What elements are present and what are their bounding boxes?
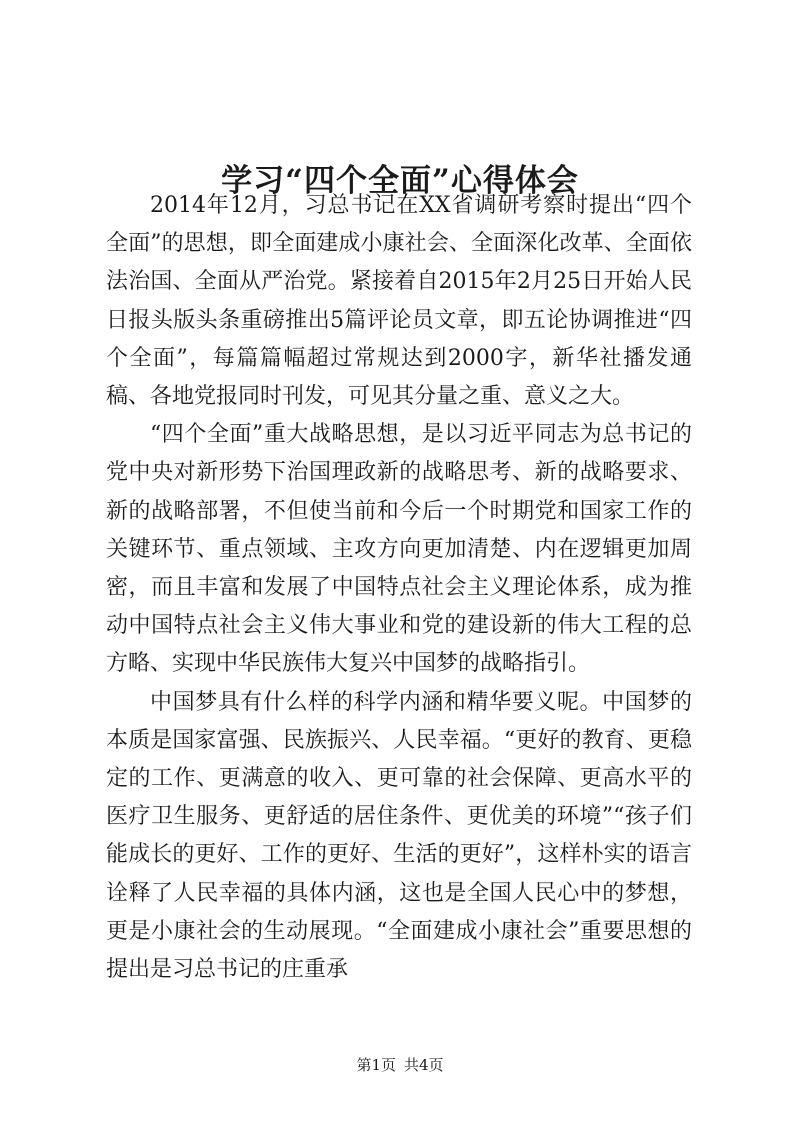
page-total: 共4页 [404, 1056, 444, 1074]
paragraph: 中国梦具有什么样的科学内涵和精华要义呢。中国梦的本质是国家富强、民族振兴、人民幸福。“更好的教育、更稳定的工作、更满意的收入、更可靠的社会保障、更高水平的医疗卫生服务、更舒适的居住条件、更优美的环境”“孩子们能成长的更好、工作的更好、生活的更好”，这样朴实的语言诠释了人民幸福的具体内涵，这也是全国人民心中的梦想，更是小康社会的生动展现。“全面建成小康社会”重要思想的提出是习总书记的庄重承 [106, 689, 692, 983]
paragraph: 2014年12月，习总书记在XX省调研考察时提出“四个全面”的思想，即全面建成小康社会、全面深化改革、全面依法治国、全面从严治党。紧接着自2015年2月25日开始人民日报头版头条重磅推出5篇评论员文章，即五论协调推进“四个全面”，每篇篇幅超过常规达到2000字，新华社播发通稿、各地党报同时刊发，可见其分量之重、意义之大。 [106, 193, 692, 410]
page-number: 第1页 [356, 1056, 396, 1074]
document-body [106, 187, 692, 989]
paragraph: “四个全面”重大战略思想，是以习近平同志为总书记的党中央对新形势下治国理政新的战略思考、新的战略要求、新的战略部署，不但使当前和今后一个时期党和国家工作的关键环节、重点领域、主攻方向更加清楚、内在逻辑更加周密，而且丰富和发展了中国特点社会主义理论体系，成为推动中国特点社会主义伟大事业和党的建设新的伟大工程的总方略、实现中华民族伟大复兴中国梦的战略指引。 [106, 422, 692, 677]
page-footer [0, 1055, 800, 1075]
document-title: 学习“四个全面”心得体会 [221, 162, 579, 199]
